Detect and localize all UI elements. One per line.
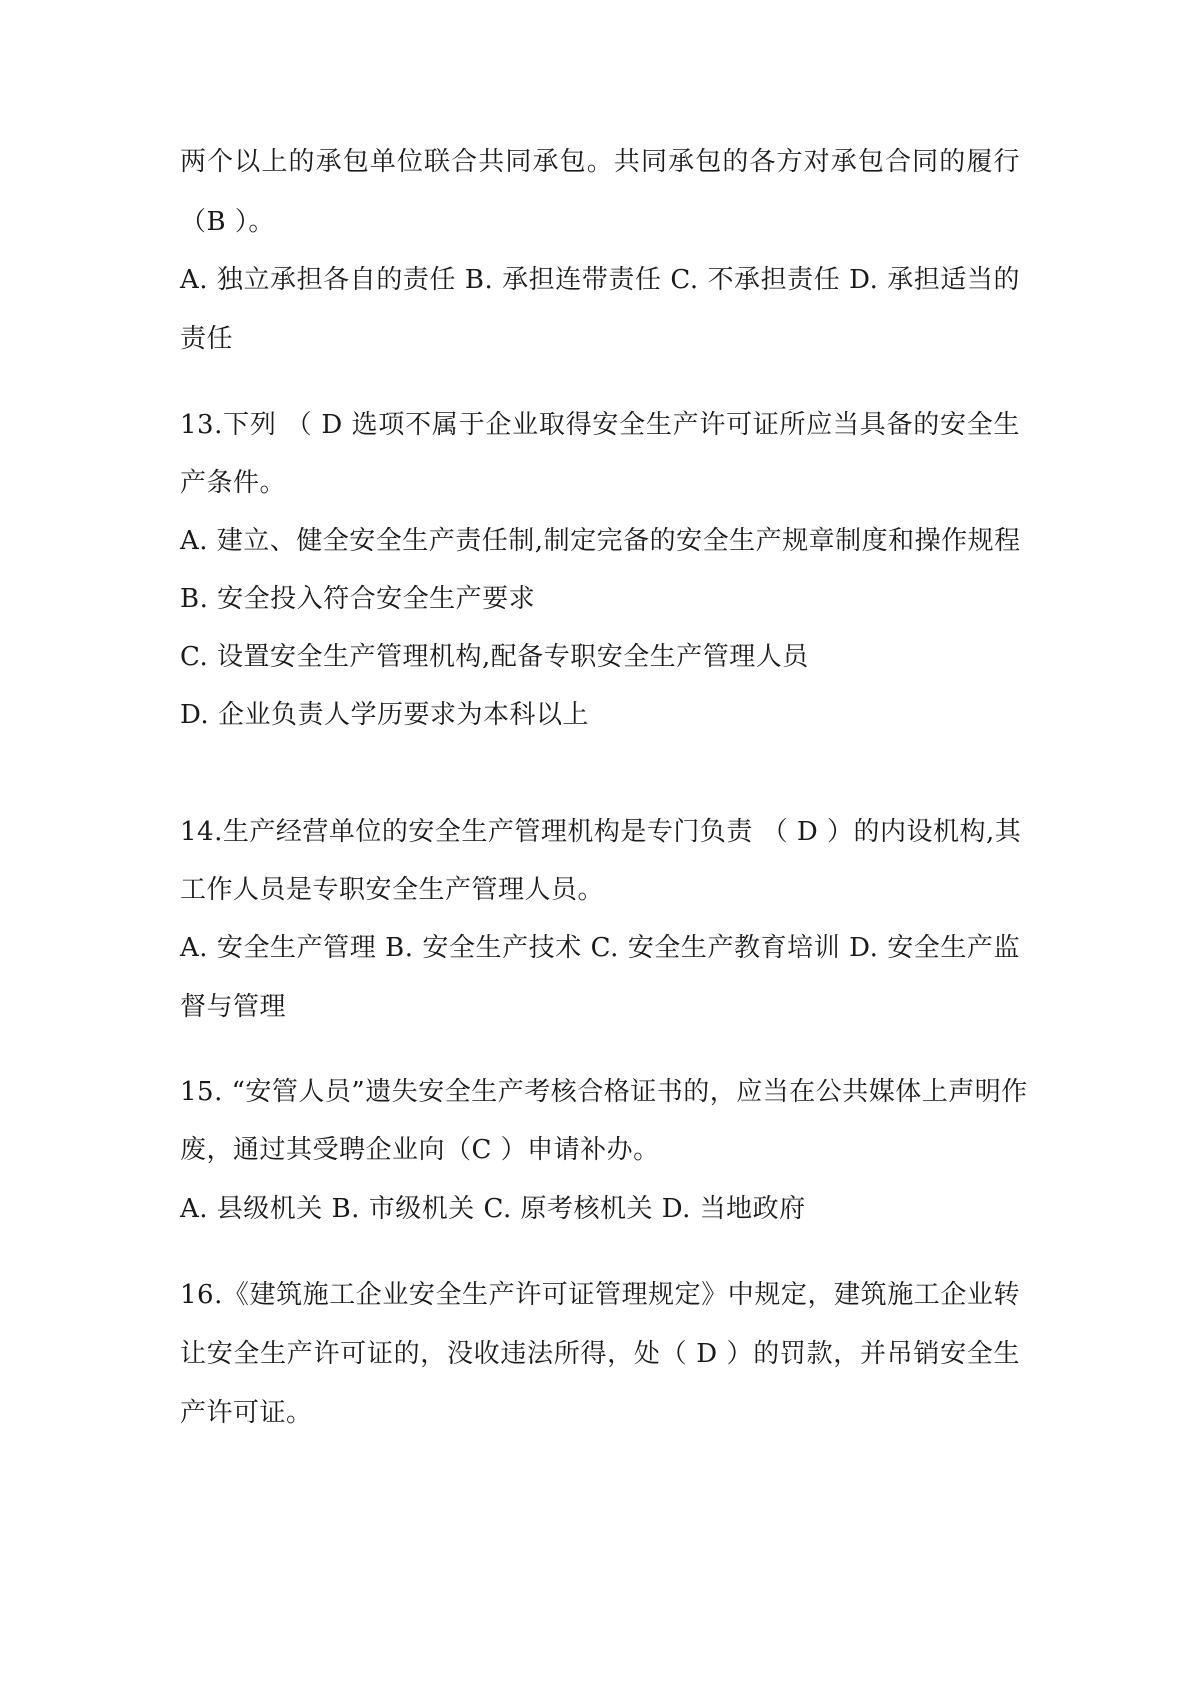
q14-stem-line-1: 14.生产经营单位的安全生产管理机构是专门负责 （ D ）的内设机构,其 <box>180 817 1022 847</box>
q16-stem-line-3: 产许可证。 <box>180 1398 313 1428</box>
q13-option-c: C. 设置安全生产管理机构,配备专职安全生产管理人员 <box>180 642 809 672</box>
q12-stem-line-2: （B ）。 <box>180 207 275 237</box>
q16-stem-line-1: 16.《建筑施工企业安全生产许可证管理规定》中规定，建筑施工企业转 <box>180 1280 1020 1310</box>
q14-options-line-2: 督与管理 <box>180 992 287 1022</box>
q12-options-line-2: 责任 <box>180 324 234 354</box>
q15-stem-line-2: 废，通过其受聘企业向（C ）申请补办。 <box>180 1135 660 1165</box>
q12-options-line-1: A. 独立承担各自的责任 B. 承担连带责任 C. 不承担责任 D. 承担适当的 <box>180 265 1020 295</box>
q15-stem-line-1: 15. “安管人员”遗失安全生产考核合格证书的，应当在公共媒体上声明作 <box>180 1077 1028 1107</box>
q13-stem-line-2: 产条件。 <box>180 468 287 498</box>
q13-option-a: A. 建立、健全安全生产责任制,制定完备的安全生产规章制度和操作规程 <box>180 526 1021 556</box>
q13-option-b: B. 安全投入符合安全生产要求 <box>180 584 536 614</box>
q12-stem-line-1: 两个以上的承包单位联合共同承包。共同承包的各方对承包合同的履行 <box>180 147 1020 177</box>
q14-stem-line-2: 工作人员是专职安全生产管理人员。 <box>180 875 605 905</box>
q13-option-d: D. 企业负责人学历要求为本科以上 <box>180 700 589 730</box>
q13-stem-line-1: 13.下列 （ D 选项不属于企业取得安全生产许可证所应当具备的安全生 <box>180 410 1020 440</box>
q14-options-line-1: A. 安全生产管理 B. 安全生产技术 C. 安全生产教育培训 D. 安全生产监 <box>180 933 1020 963</box>
q15-options: A. 县级机关 B. 市级机关 C. 原考核机关 D. 当地政府 <box>180 1194 806 1224</box>
q16-stem-line-2: 让安全生产许可证的，没收违法所得，处（ D ）的罚款，并吊销安全生 <box>180 1339 1020 1369</box>
